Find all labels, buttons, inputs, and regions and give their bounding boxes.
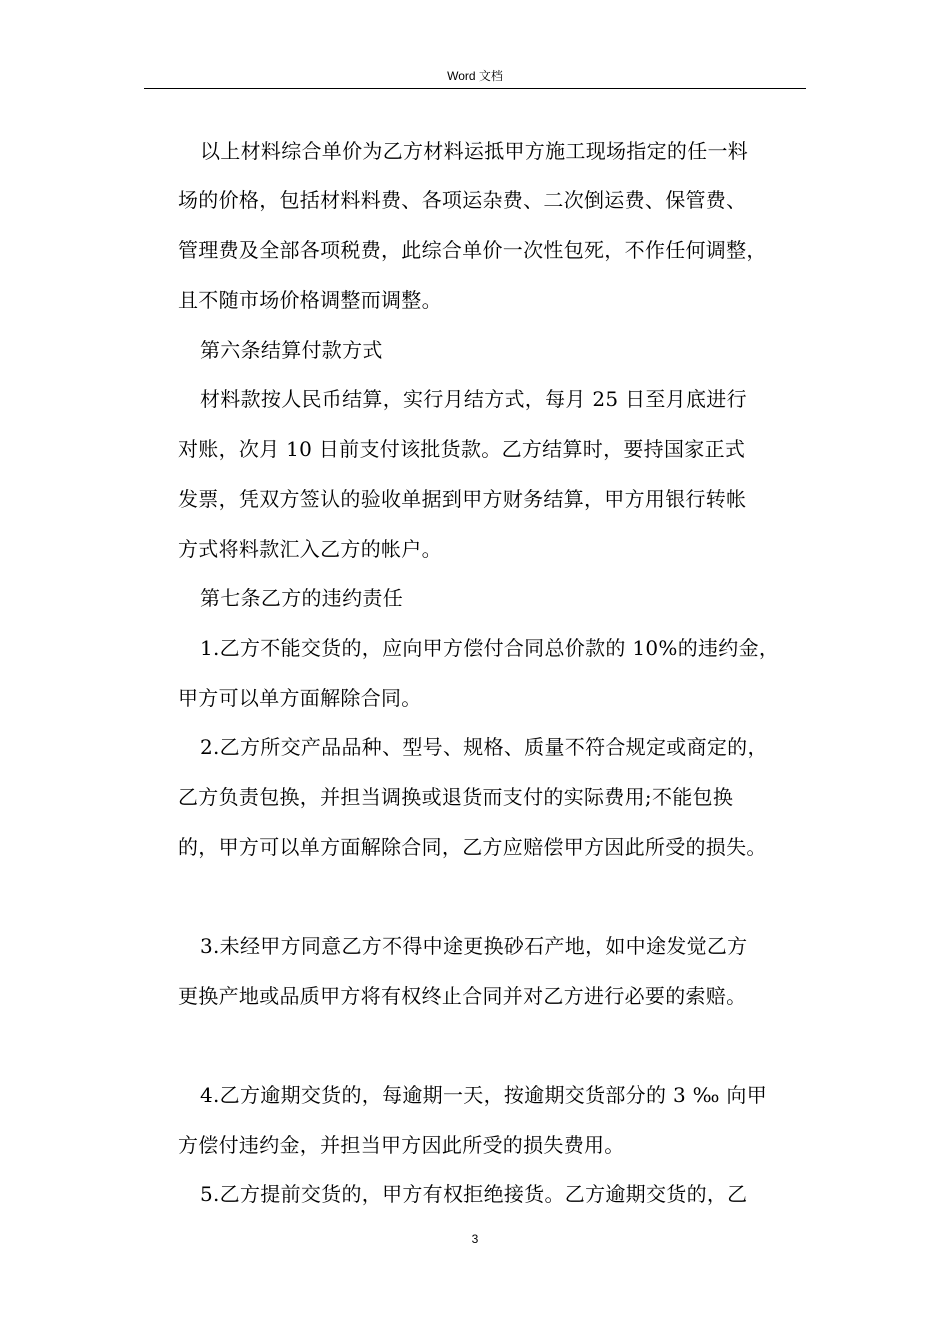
text-line: 且不随市场价格调整而调整。 [178, 288, 442, 312]
text-line: 方式将料款汇入乙方的帐户。 [178, 537, 442, 561]
text-line: 方偿付违约金，并担当甲方因此所受的损失费用。 [178, 1133, 625, 1157]
text-line: 1.乙方不能交货的，应向甲方偿付合同总价款的 10%的违约金， [200, 636, 780, 660]
text-line: 2.乙方所交产品品种、型号、规格、质量不符合规定或商定的， [200, 735, 768, 759]
text-line: 的，甲方可以单方面解除合同，乙方应赔偿甲方因此所受的损失。 [178, 835, 767, 859]
section-heading: 第六条结算付款方式 [200, 338, 383, 362]
header-divider [144, 88, 806, 89]
text-line: 更换产地或品质甲方将有权终止合同并对乙方进行必要的索赔。 [178, 984, 747, 1008]
text-line: 场的价格，包括材料料费、各项运杂费、二次倒运费、保管费、 [178, 188, 747, 212]
text-line: 发票，凭双方签认的验收单据到甲方财务结算，甲方用银行转帐 [178, 487, 747, 511]
text-line: 对账，次月 10 日前支付该批货款。乙方结算时，要持国家正式 [178, 437, 746, 461]
text-line: 以上材料综合单价为乙方材料运抵甲方施工现场指定的任一料 [200, 139, 749, 163]
text-line: 甲方可以单方面解除合同。 [178, 686, 422, 710]
section-heading: 第七条乙方的违约责任 [200, 586, 403, 610]
text-line: 乙方负责包换，并担当调换或退货而支付的实际费用;不能包换 [178, 785, 734, 809]
page-number: 3 [471, 1232, 479, 1246]
text-line: 管理费及全部各项税费，此综合单价一次性包死，不作任何调整， [178, 238, 767, 262]
text-line: 5.乙方提前交货的，甲方有权拒绝接货。乙方逾期交货的，乙 [200, 1182, 748, 1206]
page-header-title: Word 文档 [447, 69, 503, 83]
text-line: 4.乙方逾期交货的，每逾期一天，按逾期交货部分的 3 ‰ 向甲 [200, 1083, 768, 1107]
text-line: 3.未经甲方同意乙方不得中途更换砂石产地，如中途发觉乙方 [200, 934, 748, 958]
text-line: 材料款按人民币结算，实行月结方式，每月 25 日至月底进行 [200, 387, 747, 411]
